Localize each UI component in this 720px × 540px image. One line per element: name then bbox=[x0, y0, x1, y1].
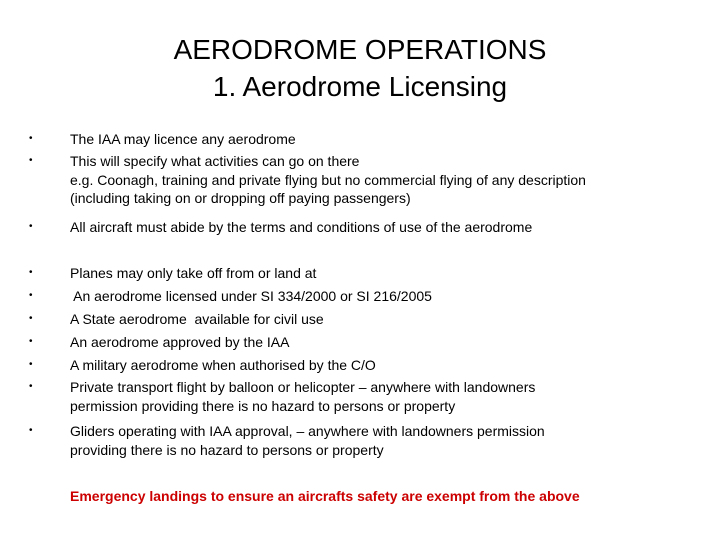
bullet-item bbox=[29, 264, 690, 283]
title-line-1: AERODROME OPERATIONS bbox=[173, 34, 547, 65]
bullet-dot: • bbox=[29, 290, 33, 301]
bullet-item bbox=[29, 333, 690, 352]
bullet-dot: • bbox=[29, 155, 33, 166]
bullet-dot: • bbox=[29, 381, 33, 392]
bullet-item bbox=[29, 422, 690, 459]
bullet-dot: • bbox=[29, 267, 33, 278]
bullet-item bbox=[29, 356, 690, 375]
bullet-continuation: (including taking on or dropping off paying passengers) bbox=[70, 190, 411, 206]
slide-title bbox=[0, 31, 720, 105]
bullet-item bbox=[29, 130, 690, 149]
bullet-text: The IAA may licence any aerodrome bbox=[70, 131, 296, 147]
bullet-text: This will specify what activities can go on there bbox=[70, 153, 360, 169]
bullet-dot: • bbox=[29, 221, 33, 232]
bullet-dot: • bbox=[29, 336, 33, 347]
bullet-text: Private transport flight by balloon or helicopter – anywhere with landowners bbox=[70, 379, 536, 395]
bullet-item bbox=[29, 310, 690, 329]
bullet-dot: • bbox=[29, 359, 33, 370]
bullet-item bbox=[29, 287, 690, 306]
bullet-item bbox=[29, 218, 690, 237]
bullet-text: An aerodrome licensed under SI 334/2000 or SI 216/2005 bbox=[70, 288, 432, 304]
bullet-continuation: permission providing there is no hazard to persons or property bbox=[70, 397, 456, 414]
bullet-text: Planes may only take off from or land at bbox=[70, 265, 317, 281]
emergency-note: Emergency landings to ensure an aircrafts safety are exempt from the above bbox=[70, 488, 580, 504]
bullet-continuation: e.g. Coonagh, training and private flying but no commercial flying of any description bbox=[70, 171, 586, 188]
bullet-item bbox=[29, 152, 690, 208]
bullet-text: All aircraft must abide by the terms and conditions of use of the aerodrome bbox=[70, 219, 533, 235]
bullet-item bbox=[29, 378, 690, 415]
bullet-dot: • bbox=[29, 133, 33, 144]
bullet-text: A State aerodrome available for civil use bbox=[70, 311, 324, 327]
bullet-text: Gliders operating with IAA approval, – anywhere with landowners permission bbox=[70, 423, 545, 439]
bullet-text: A military aerodrome when authorised by the C/O bbox=[70, 357, 376, 373]
bullet-continuation: providing there is no hazard to persons or property bbox=[70, 441, 384, 458]
bullet-text: An aerodrome approved by the IAA bbox=[70, 334, 290, 350]
bullet-dot: • bbox=[29, 425, 33, 436]
bullet-dot: • bbox=[29, 313, 33, 324]
title-line-2: 1. Aerodrome Licensing bbox=[212, 71, 508, 102]
